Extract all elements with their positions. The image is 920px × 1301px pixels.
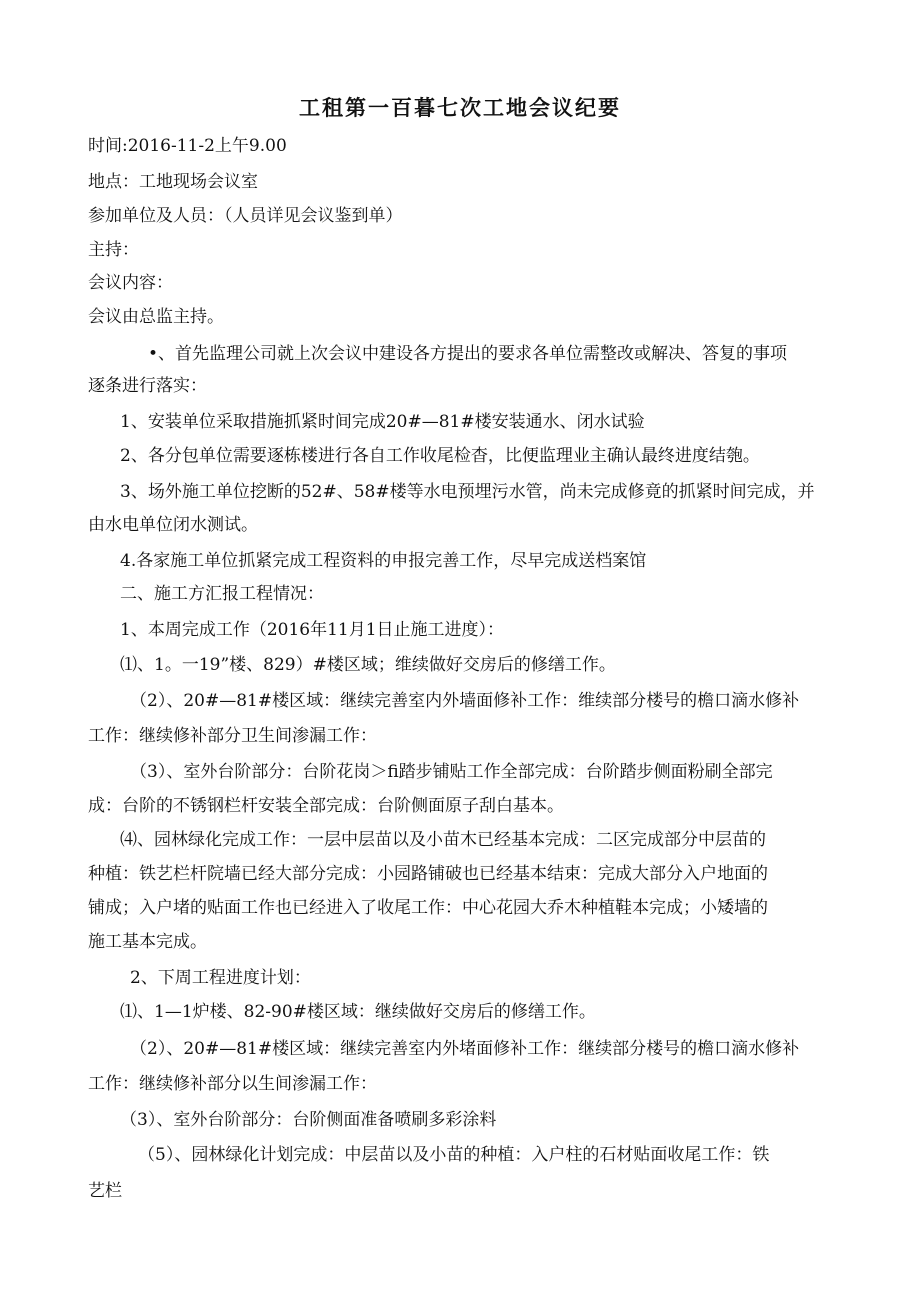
paragraph-line: （2）、20#—81#楼区域：继续完善室内外墙面修补工作：维续部分楼号的檐口滴水修补 xyxy=(130,691,800,711)
meeting-participants: 参加单位及人员：（人员详见会议鉴到单） xyxy=(88,206,403,226)
paragraph-line: 工作：继续修补部分以生间渗漏工作： xyxy=(88,1074,377,1094)
paragraph-line: ⑴、1—1炉楼、82-90#楼区域：继续做好交房后的修缮工作。 xyxy=(120,1002,596,1022)
paragraph-line: ⑷、园林绿化完成工作：一层中层苗以及小苗木已经基本完成：二区完成部分中层苗的 xyxy=(120,830,766,850)
section-heading: 二、施工方汇报工程情况： xyxy=(120,584,324,604)
paragraph-line: 艺栏 xyxy=(88,1181,122,1201)
paragraph-line: （3）、室外台阶部分：台阶花岗＞fi踏步铺贴工作全部完成：台阶踏步侧面粉刷全部完 xyxy=(130,762,773,782)
meeting-content-label: 会议内容： xyxy=(88,273,173,293)
paragraph-line: 工作：继续修补部分卫生间渗漏工作： xyxy=(88,726,377,746)
paragraph-line: （3）、室外台阶部分：台阶侧面准备喷刷多彩涂料 xyxy=(120,1110,497,1130)
paragraph-line: 种植：铁艺栏杆院墙已经大部分完成：小园路铺破也已经基本结束：完成大部分入户地面的 xyxy=(88,864,768,884)
meeting-location: 地点：工地现场会议室 xyxy=(88,172,258,192)
document-title: 工租第一百暮七次工地会议纪要 xyxy=(299,95,621,120)
paragraph-line: （2）、20#—81#楼区域：继续完善室内外堵面修补工作：继续部分楼号的檐口滴水修补 xyxy=(130,1039,800,1059)
paragraph-line: 4.各家施工单位抓紧完成工程资料的申报完善工作，尽早完成送档案馆 xyxy=(120,551,647,571)
meeting-host: 主持： xyxy=(88,240,139,260)
paragraph-line: 2、各分包单位需要逐栋楼进行各自工作收尾检杳，比便监理业主确认最终进度结匏。 xyxy=(120,446,760,466)
paragraph-line: •、首先监理公司就上次会议中建设各方提出的要求各单位需整改或解决、答复的事项 xyxy=(148,344,788,364)
paragraph-line: 铺成；入户堵的贴面工作也已经进入了收尾工作：中心花园大乔木种植鞋本完成；小矮墙的 xyxy=(88,898,768,918)
paragraph-line: 2、下周工程进度计划： xyxy=(130,968,311,988)
paragraph-line: 成：台阶的不锈钢栏杆安装全部完成：台阶侧面原子刮白基本。 xyxy=(88,796,564,816)
paragraph-line: 1、安装单位采取措施抓紧时间完成20#—81#楼安装通水、闭水试验 xyxy=(120,412,645,432)
paragraph-line: 1、本周完成工作（2016年11月1日止施工进度）： xyxy=(120,620,505,640)
paragraph-line: 3、场外施工单位挖断的52#、58#楼等水电预埋污水管，尚未完成修竟的抓紧时间完成，并 xyxy=(120,482,815,502)
paragraph-line: 由水电单位闭水测试。 xyxy=(88,515,258,535)
paragraph-line: 施工基本完成。 xyxy=(88,932,207,952)
meeting-time: 时间:2016-11-2上午9.00 xyxy=(88,136,287,156)
meeting-chair-line: 会议由总监主持。 xyxy=(88,307,224,327)
paragraph-line: 逐条进行落实： xyxy=(88,376,207,396)
paragraph-line: ⑴、1。一19”楼、829）#楼区域；维续做好交房后的修缮工作。 xyxy=(120,655,616,675)
paragraph-line: （5）、园林绿化计划完成：中层苗以及小苗的种植：入户柱的石材贴面收尾工作：铁 xyxy=(138,1145,770,1165)
